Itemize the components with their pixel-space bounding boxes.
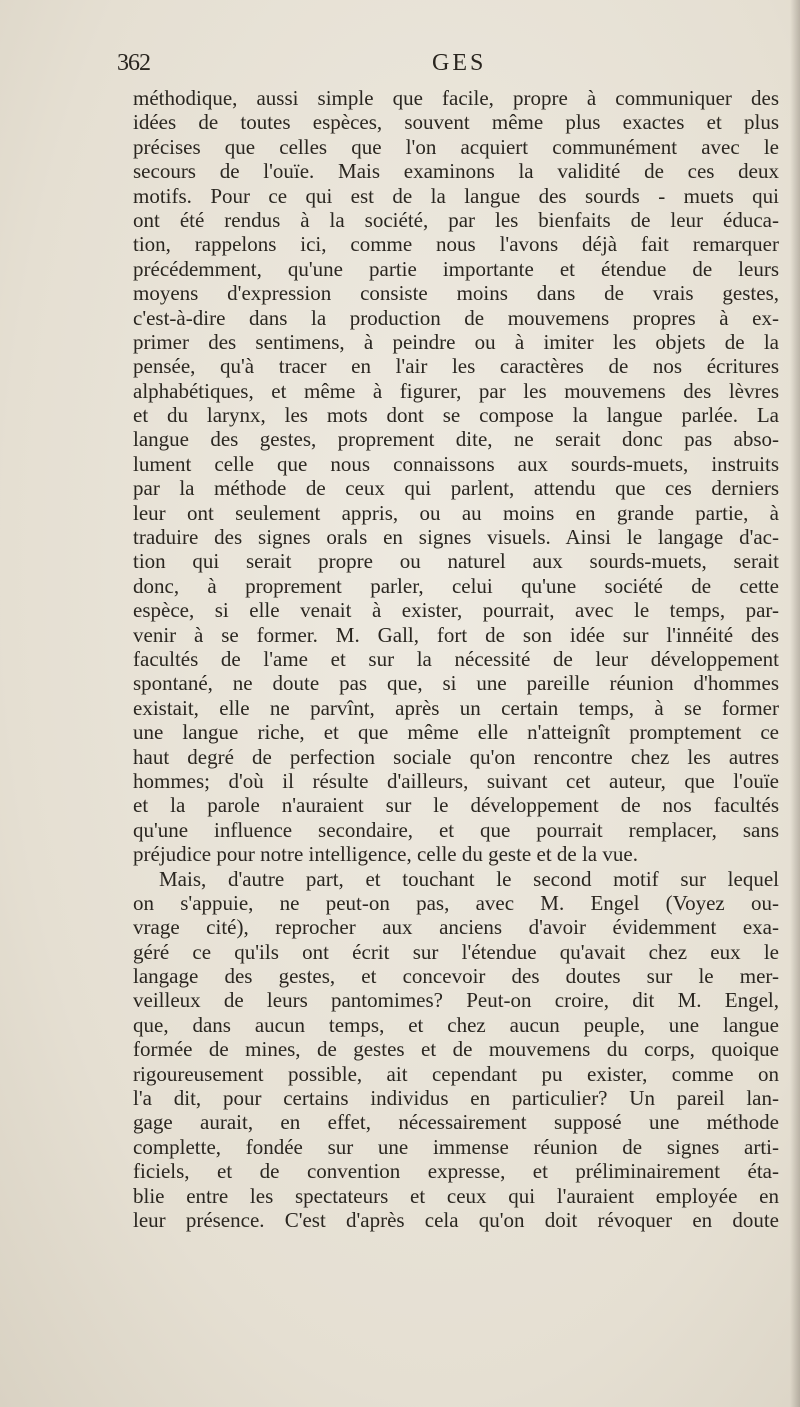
text-line: géré ce qu'ils ont écrit sur l'étendue qu'avait chez eux le — [133, 939, 779, 964]
text-line: et la parole n'auraient sur le développement de nos facultés — [133, 793, 779, 818]
text-line: hommes; d'où il résulte d'ailleurs, suivant cet auteur, que l'ouïe — [133, 768, 779, 793]
text-line: existait, elle ne parvînt, après un certain temps, à se former — [133, 695, 779, 720]
page-number: 362 — [117, 50, 150, 76]
text-line: on s'appuie, ne peut-on pas, avec M. Engel (Voyez ou- — [133, 890, 779, 915]
text-line: venir à se former. M. Gall, fort de son idée sur l'innéité des — [133, 622, 779, 647]
text-line: leur présence. C'est d'après cela qu'on doit révoquer en doute — [133, 1207, 779, 1232]
text-line: lument celle que nous connaissons aux sourds-muets, instruits — [133, 451, 779, 476]
body-text — [133, 86, 779, 1232]
text-line: gage aurait, en effet, nécessairement supposé une méthode — [133, 1110, 779, 1135]
text-line: langage des gestes, et concevoir des doutes sur le mer- — [133, 964, 779, 989]
text-line: moyens d'expression consiste moins dans de vrais gestes, — [133, 281, 779, 306]
text-line: langue des gestes, proprement dite, ne serait donc pas abso- — [133, 427, 779, 452]
text-line: précises que celles que l'on acquiert communément avec le — [133, 134, 779, 159]
text-line: pensée, qu'à tracer en l'air les caractères de nos écritures — [133, 354, 779, 379]
text-line: haut degré de perfection sociale qu'on rencontre chez les autres — [133, 744, 779, 769]
text-line: secours de l'ouïe. Mais examinons la validité de ces deux — [133, 159, 779, 184]
text-line: méthodique, aussi simple que facile, propre à communiquer des — [133, 86, 779, 110]
text-line: précédemment, qu'une partie importante et étendue de leurs — [133, 256, 779, 281]
text-line: par la méthode de ceux qui parlent, attendu que ces derniers — [133, 476, 779, 501]
text-line: qu'une influence secondaire, et que pourrait remplacer, sans — [133, 817, 779, 842]
text-line: et du larynx, les mots dont se compose la langue parlée. La — [133, 403, 779, 428]
text-line: motifs. Pour ce qui est de la langue des sourds - muets qui — [133, 183, 779, 208]
text-line: tion, rappelons ici, comme nous l'avons déjà fait remarquer — [133, 232, 779, 257]
text-line: alphabétiques, et même à figurer, par les mouvemens des lèvres — [133, 378, 779, 403]
text-line: formée de mines, de gestes et de mouvemens du corps, quoique — [133, 1037, 779, 1062]
text-line: facultés de l'ame et sur la nécessité de leur développement — [133, 646, 779, 671]
text-line: vrage cité), reprocher aux anciens d'avoir évidemment exa- — [133, 915, 779, 940]
text-line: rigoureusement possible, ait cependant pu exister, comme on — [133, 1061, 779, 1086]
page-header — [117, 50, 777, 82]
text-line: une langue riche, et que même elle n'atteignît promptement ce — [133, 720, 779, 745]
text-line: ont été rendus à la société, par les bienfaits de leur éduca- — [133, 207, 779, 232]
text-line: l'a dit, pour certains individus en particulier? Un pareil lan- — [133, 1086, 779, 1111]
running-head: GES — [432, 50, 487, 76]
text-line: donc, à proprement parler, celui qu'une société de cette — [133, 573, 779, 598]
text-line: blie entre les spectateurs et ceux qui l'auraient employée en — [133, 1183, 779, 1208]
text-line: que, dans aucun temps, et chez aucun peuple, une langue — [133, 1012, 779, 1037]
text-line: préjudice pour notre intelligence, celle du geste et de la vue. — [133, 842, 638, 867]
text-line: ficiels, et de convention expresse, et préliminairement éta- — [133, 1159, 779, 1184]
text-line: tion qui serait propre ou naturel aux sourds-muets, serait — [133, 549, 779, 574]
text-line: leur ont seulement appris, ou au moins en grande partie, à — [133, 500, 779, 525]
text-line: veilleux de leurs pantomimes? Peut-on croire, dit M. Engel, — [133, 988, 779, 1013]
text-line: espèce, si elle venait à exister, pourrait, avec le temps, par- — [133, 598, 779, 623]
text-line: primer des sentimens, à peindre ou à imiter les objets de la — [133, 329, 779, 354]
page-spine-shadow — [790, 0, 800, 1407]
text-line: Mais, d'autre part, et touchant le second motif sur lequel — [159, 866, 779, 891]
text-line: spontané, ne doute pas que, si une pareille réunion d'hommes — [133, 671, 779, 696]
text-line: traduire des signes orals en signes visuels. Ainsi le langage d'ac- — [133, 525, 779, 550]
text-line: complette, fondée sur une immense réunion de signes arti- — [133, 1134, 779, 1159]
text-line: idées de toutes espèces, souvent même plus exactes et plus — [133, 110, 779, 135]
text-line: c'est-à-dire dans la production de mouvemens propres à ex- — [133, 305, 779, 330]
